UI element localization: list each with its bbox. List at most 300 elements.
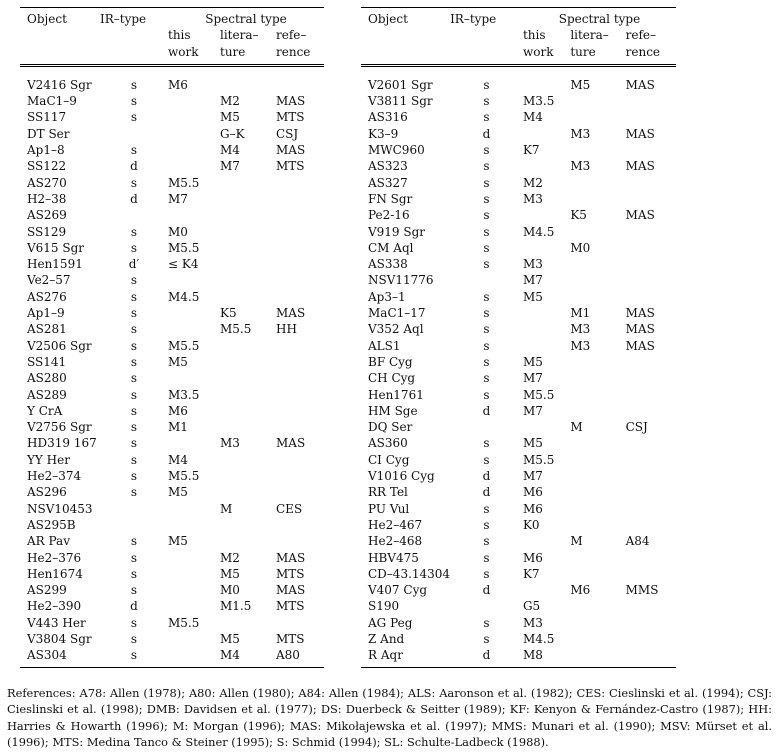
spectral-type-this-work (523, 321, 570, 337)
spectral-type-this-work (523, 305, 570, 321)
reference-code (276, 468, 324, 484)
table-row (20, 387, 324, 403)
reference-code (626, 598, 676, 614)
reference-code (276, 387, 324, 403)
spectral-type-literature (570, 501, 625, 517)
spectral-type-this-work: M5.5 (168, 338, 200, 353)
table-row (361, 566, 676, 582)
table-row (20, 533, 324, 549)
ir-type: s (130, 631, 138, 646)
reference-code (626, 272, 676, 288)
table-row (20, 272, 324, 288)
reference-code (626, 615, 676, 631)
ir-type: s (130, 289, 138, 304)
object-name: NSV10453 (27, 501, 93, 516)
reference-code: MAS (625, 208, 655, 223)
reference-code (626, 387, 676, 403)
ir-type: d (482, 485, 491, 500)
object-name: AS323 (368, 159, 408, 174)
table-row (361, 256, 676, 272)
table-row (361, 501, 676, 517)
object-name: AR Pav (27, 534, 70, 549)
ir-type: s (483, 566, 490, 581)
spectral-type-literature (220, 452, 276, 468)
reference-code (626, 566, 676, 582)
spectral-type-literature (220, 419, 276, 435)
spectral-type-literature (220, 354, 276, 370)
spectral-type-this-work: M7 (522, 469, 543, 484)
spectral-type-literature (220, 403, 276, 419)
spectral-type-literature (570, 272, 625, 288)
reference-code (626, 631, 676, 647)
reference-code: MAS (276, 306, 306, 321)
spectral-type-literature: M1.5 (220, 599, 252, 614)
spectral-type-literature (570, 370, 625, 386)
ir-type (100, 126, 168, 142)
reference-code (276, 354, 324, 370)
reference-code (276, 370, 324, 386)
object-name: Ap3–1 (368, 289, 406, 304)
reference-code (276, 240, 324, 256)
table-row (361, 65, 676, 93)
object-name: V2416 Sgr (27, 77, 92, 92)
spectral-type-this-work (523, 338, 570, 354)
table-row (20, 256, 324, 272)
object-name: V407 Cyg (368, 583, 428, 598)
table-row (20, 321, 324, 337)
reference-code: MAS (276, 550, 306, 565)
spectral-type-literature (220, 272, 276, 288)
object-name: AS316 (368, 110, 408, 125)
spectral-type-literature (570, 256, 625, 272)
right-table (361, 7, 676, 668)
object-name: AS296 (27, 485, 67, 500)
reference-code (276, 615, 324, 631)
table-row (361, 354, 676, 370)
table-row (20, 370, 324, 386)
spectral-type-this-work: M5 (168, 485, 188, 500)
spectral-type-literature (220, 289, 276, 305)
reference-code (276, 207, 324, 223)
object-name: SS122 (27, 159, 67, 174)
col-spectral-type: Spectral type (168, 8, 324, 28)
object-name: Hen1674 (27, 566, 83, 581)
ir-type: s (130, 583, 138, 598)
reference-code (626, 452, 676, 468)
col-ir-type: IR–type (100, 8, 168, 28)
ir-type: s (483, 436, 490, 451)
table-row (361, 370, 676, 386)
table-row (361, 126, 676, 142)
spectral-type-this-work: M5.5 (168, 469, 200, 484)
spectral-type-literature: M2 (220, 94, 240, 109)
table-row (20, 419, 324, 435)
ir-type: s (130, 420, 138, 435)
spectral-type-literature: M6 (570, 583, 591, 598)
reference-code (626, 256, 676, 272)
reference-code: MTS (276, 599, 305, 614)
object-name: V352 Aql (368, 322, 424, 337)
spectral-type-literature (570, 484, 625, 500)
table-row (20, 65, 324, 93)
col-literature: litera– ture (570, 27, 625, 65)
table-row (20, 582, 324, 598)
spectral-type-this-work: M5.5 (522, 452, 555, 467)
table-row (20, 191, 324, 207)
ir-type: d (130, 159, 138, 174)
spectral-type-this-work: M5.5 (168, 240, 200, 255)
object-name: HM Sge (368, 403, 418, 418)
col-this-work: this work (523, 27, 570, 65)
spectral-type-literature (570, 468, 625, 484)
spectral-type-literature: M5 (220, 631, 240, 646)
spectral-type-literature: M5.5 (220, 322, 252, 337)
ir-type: s (483, 322, 490, 337)
ir-type: s (100, 647, 168, 667)
spectral-type-literature (220, 224, 276, 240)
table-row (20, 354, 324, 370)
ir-type: s (483, 338, 490, 353)
spectral-type-literature (570, 191, 625, 207)
reference-code (276, 289, 324, 305)
reference-code: CSJ (276, 126, 299, 141)
object-name: V3811 Sgr (368, 94, 433, 109)
spectral-type-this-work: M5.5 (522, 387, 555, 402)
spectral-type-literature: M5 (570, 77, 591, 92)
spectral-type-literature (220, 517, 276, 533)
reference-code (276, 452, 324, 468)
reference-code: MAS (625, 77, 655, 92)
spectral-type-this-work: M4 (522, 110, 543, 125)
ir-type: s (130, 175, 138, 190)
object-name: V443 Her (27, 615, 86, 630)
reference-code (276, 175, 324, 191)
table-row (361, 387, 676, 403)
table-row (361, 615, 676, 631)
table-row (20, 550, 324, 566)
object-name: H2–38 (27, 191, 67, 206)
object-name: SS117 (27, 110, 67, 125)
spectral-type-this-work (168, 501, 220, 517)
ir-type: s (483, 175, 490, 190)
object-name: V919 Sgr (368, 224, 426, 239)
table-row (20, 207, 324, 223)
ir-type: s (483, 94, 490, 109)
spectral-type-this-work: K7 (522, 143, 540, 158)
object-name: SS129 (27, 224, 67, 239)
table-row (361, 550, 676, 566)
ir-type: d (482, 126, 491, 141)
spectral-type-literature (570, 435, 625, 451)
table-row (20, 93, 324, 109)
reference-code: MAS (625, 306, 655, 321)
spectral-type-literature (220, 615, 276, 631)
spectral-type-literature: M2 (220, 550, 240, 565)
object-name: AS327 (368, 175, 408, 190)
table-row (361, 631, 676, 647)
spectral-type-this-work (523, 533, 570, 549)
table-row (361, 175, 676, 191)
table-row (361, 452, 676, 468)
spectral-type-this-work (168, 207, 220, 223)
ir-type: d (450, 647, 523, 667)
spectral-type-this-work: M4.5 (168, 289, 200, 304)
reference-code (276, 256, 324, 272)
spectral-type-this-work: M7 (522, 371, 543, 386)
spectral-type-this-work: M2 (522, 175, 543, 190)
ir-type: s (483, 550, 490, 565)
reference-code (276, 65, 324, 93)
spectral-type-literature (220, 207, 276, 223)
spectral-type-literature: M7 (220, 159, 240, 174)
object-name: FN Sgr (368, 191, 413, 206)
spectral-type-literature: M5 (220, 110, 240, 125)
ir-type: s (483, 387, 490, 402)
object-name: MaC1–17 (368, 306, 426, 321)
reference-code (626, 647, 676, 667)
spectral-type-this-work (168, 321, 220, 337)
object-name: Pe2-16 (368, 208, 410, 223)
reference-code (626, 484, 676, 500)
table-row (20, 598, 324, 614)
spectral-type-this-work: M3 (522, 257, 543, 272)
reference-code (276, 419, 324, 435)
spectral-type-this-work: M7 (522, 273, 543, 288)
col-spectral-type: Spectral type (523, 8, 676, 28)
spectral-type-this-work (168, 370, 220, 386)
table-row (361, 598, 676, 614)
table-row (20, 224, 324, 240)
spectral-type-literature (570, 403, 625, 419)
object-name: HBV475 (368, 550, 419, 565)
table-row (361, 321, 676, 337)
ir-type: s (130, 77, 138, 92)
ir-type: s (130, 273, 138, 288)
table-row (20, 158, 324, 174)
spectral-type-this-work (168, 305, 220, 321)
reference-code (626, 435, 676, 451)
object-name: YY Her (27, 452, 70, 467)
spectral-type-literature (570, 452, 625, 468)
col-object: Object (20, 8, 100, 28)
object-name: CD–43.14304 (368, 566, 451, 581)
spectral-type-this-work: M6 (522, 485, 543, 500)
spectral-type-this-work: M3.5 (522, 94, 555, 109)
spectral-type-this-work: M5 (522, 436, 543, 451)
spectral-type-literature (220, 256, 276, 272)
spectral-type-literature (570, 550, 625, 566)
ir-type: s (130, 354, 138, 369)
reference-code (276, 272, 324, 288)
table-row (20, 240, 324, 256)
spectral-type-literature (570, 354, 625, 370)
table-row (361, 582, 676, 598)
table-row (361, 142, 676, 158)
left-table (20, 7, 324, 668)
object-name: AS299 (27, 583, 67, 598)
object-name: DQ Ser (368, 420, 413, 435)
spectral-type-literature: K5 (220, 306, 237, 321)
ir-type: s (130, 224, 138, 239)
reference-code: A80 (276, 647, 324, 667)
spectral-type-this-work (168, 566, 220, 582)
object-name: AS304 (20, 647, 100, 667)
spectral-type-literature (570, 647, 625, 667)
spectral-type-this-work: M6 (168, 403, 188, 418)
spectral-type-this-work (523, 207, 570, 223)
spectral-type-this-work (168, 435, 220, 451)
reference-code (626, 501, 676, 517)
spectral-type-literature (220, 338, 276, 354)
reference-code: MAS (276, 94, 306, 109)
ir-type: s (130, 534, 138, 549)
ir-type: s (483, 615, 490, 630)
ir-type: s (483, 631, 490, 646)
table-row (361, 517, 676, 533)
spectral-type-this-work: M5 (168, 354, 188, 369)
spectral-type-literature: M3 (570, 159, 591, 174)
col-reference: refe– rence (626, 27, 676, 65)
ir-type: s (483, 240, 490, 255)
ir-type: s (130, 436, 138, 451)
table-row (361, 468, 676, 484)
spectral-type-literature: M5 (220, 566, 240, 581)
ir-type: s (483, 501, 490, 516)
reference-code (276, 517, 324, 533)
spectral-type-literature (220, 175, 276, 191)
spectral-type-literature: M4 (220, 143, 240, 158)
ir-type: s (483, 257, 490, 272)
spectral-type-this-work: M0 (168, 224, 188, 239)
spectral-type-literature (220, 370, 276, 386)
object-name: V1016 Cyg (368, 469, 435, 484)
object-name: Hen1591 (27, 257, 83, 272)
reference-code: MAS (276, 436, 306, 451)
ir-type: d (482, 469, 491, 484)
spectral-type-literature (570, 566, 625, 582)
reference-code (626, 142, 676, 158)
spectral-type-literature (570, 109, 625, 125)
reference-code: MTS (276, 566, 305, 581)
spectral-type-literature (220, 468, 276, 484)
spectral-type-literature (570, 142, 625, 158)
reference-code (626, 517, 676, 533)
object-name: PU Vul (368, 501, 410, 516)
ir-type: s (483, 110, 490, 125)
ir-type: s (130, 306, 138, 321)
spectral-type-literature (220, 65, 276, 93)
table-row (361, 224, 676, 240)
object-name: AS360 (368, 436, 408, 451)
ir-type: s (130, 615, 138, 630)
spectral-type-this-work: M5.5 (168, 615, 200, 630)
object-name: He2–390 (27, 599, 82, 614)
table-row (20, 452, 324, 468)
reference-code (626, 109, 676, 125)
object-name: CI Cyg (368, 452, 410, 467)
spectral-type-this-work: G5 (522, 599, 541, 614)
object-name: AS270 (27, 175, 67, 190)
reference-code (276, 191, 324, 207)
ir-type: s (130, 338, 138, 353)
table-row (361, 435, 676, 451)
reference-code (276, 224, 324, 240)
spectral-type-this-work (168, 109, 220, 125)
ir-type: s (130, 387, 138, 402)
spectral-type-this-work: M6 (522, 550, 543, 565)
spectral-type-this-work: M5.5 (168, 175, 200, 190)
reference-code (626, 93, 676, 109)
spectral-type-this-work (168, 126, 220, 142)
spectral-type-literature (570, 631, 625, 647)
table-row (20, 484, 324, 500)
object-name: V2756 Sgr (27, 420, 92, 435)
spectral-type-this-work: M4 (168, 452, 188, 467)
reference-code: MAS (625, 159, 655, 174)
object-name: AS276 (27, 289, 67, 304)
spectral-type-this-work (168, 550, 220, 566)
ir-type: s (130, 403, 138, 418)
table-row (20, 175, 324, 191)
spectral-type-this-work: M3 (522, 615, 543, 630)
object-name: S190 (368, 599, 400, 614)
ir-type: s (130, 485, 138, 500)
ir-type: s (483, 289, 490, 304)
spectral-type-this-work (168, 582, 220, 598)
spectral-type-literature: M (570, 420, 583, 435)
reference-code: MAS (276, 143, 306, 158)
reference-code (626, 289, 676, 305)
spectral-type-literature (570, 517, 625, 533)
ir-type: s (130, 550, 138, 565)
table-row (20, 289, 324, 305)
table-row (20, 517, 324, 533)
table-row (361, 289, 676, 305)
spectral-type-this-work (168, 142, 220, 158)
ir-type: d (130, 191, 138, 206)
object-name: Ap1–9 (27, 306, 65, 321)
reference-code (626, 468, 676, 484)
object-name: Z And (368, 631, 405, 646)
reference-code: MTS (276, 631, 305, 646)
spectral-type-this-work: M5 (522, 354, 543, 369)
object-name: ALS1 (368, 338, 401, 353)
spectral-type-this-work (523, 419, 570, 435)
reference-code (276, 484, 324, 500)
spectral-type-literature (570, 175, 625, 191)
spectral-type-this-work (168, 93, 220, 109)
ir-type: d (130, 599, 138, 614)
object-name: V615 Sgr (27, 240, 85, 255)
reference-code: CES (276, 501, 303, 516)
spectral-type-this-work (523, 240, 570, 256)
ir-type: d (482, 403, 491, 418)
reference-code: MAS (625, 322, 655, 337)
object-name: CH Cyg (368, 371, 416, 386)
spectral-type-this-work: M3.5 (168, 387, 200, 402)
object-name: AS281 (27, 322, 67, 337)
table-row (361, 272, 676, 288)
ir-type: s (483, 208, 490, 223)
object-name: V3804 Sgr (27, 631, 92, 646)
ir-type (100, 501, 168, 517)
spectral-type-literature (570, 289, 625, 305)
object-name: He2–468 (368, 534, 423, 549)
spectral-type-literature: M1 (570, 306, 591, 321)
reference-code: MTS (276, 110, 305, 125)
object-name: AS289 (27, 387, 67, 402)
ir-type: s (483, 306, 490, 321)
